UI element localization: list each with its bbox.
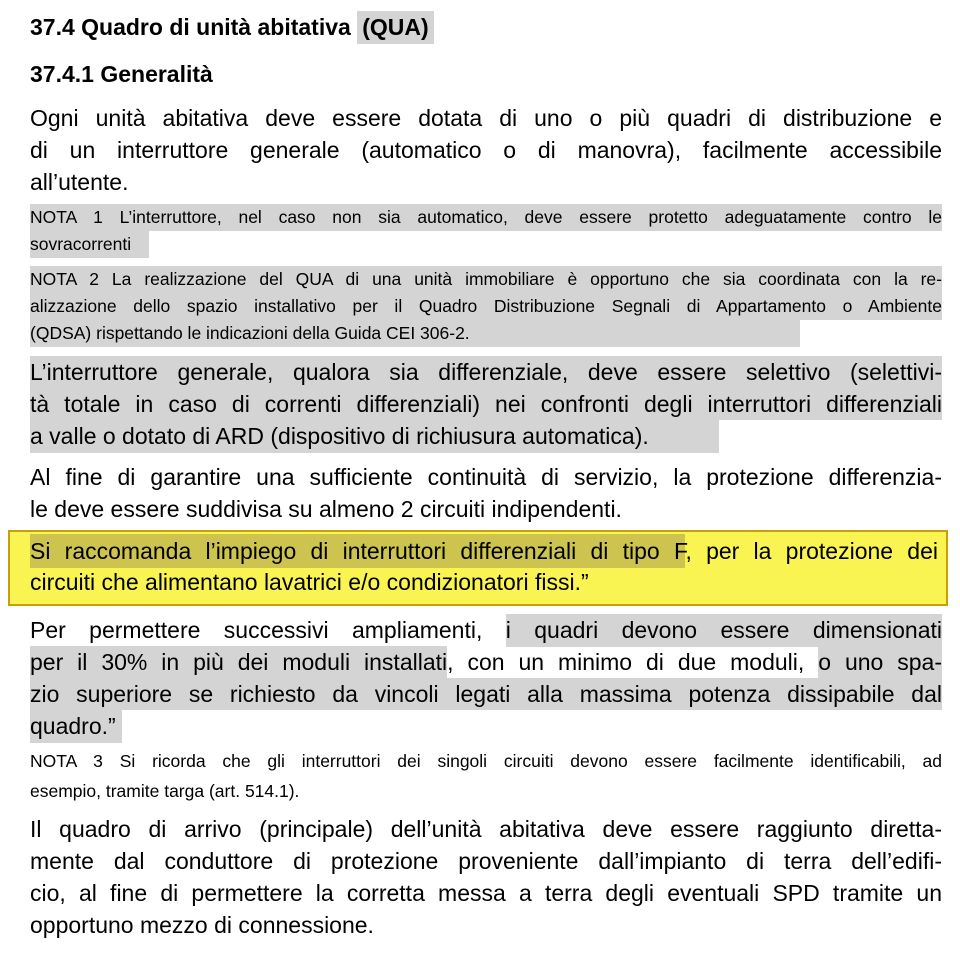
text-line: L’interruttore generale, qualora sia differenziale, deve essere selettivo (selettivi- (30, 356, 942, 388)
plain-text: Per permettere successivi ampliamenti, (30, 617, 506, 643)
text-line: di un interruttore generale (automatico o di manovra), facilmente accessibile (30, 137, 942, 163)
qua-gray-highlight: (QUA) (357, 11, 433, 44)
text-line: tà totale in caso di correnti differenziali) nei confronti degli interruttori differenziali (30, 388, 942, 420)
gray-highlight: a valle o dotato di ARD (dispositivo di richiusura automatica). (30, 420, 719, 453)
subsection-heading: 37.4.1 Generalità (30, 61, 213, 87)
text-line: NOTA 1 L’interruttore, nel caso non sia automatico, deve essere protetto adeguatamente contro le (30, 204, 942, 231)
text-line: NOTA 3 Si ricorda che gli interruttori dei singoli circuiti devono essere facilmente identificabili, ad (30, 751, 942, 771)
text-line (30, 320, 942, 347)
text-line: circuiti che alimentano lavatrici e/o condizionatori fissi.” (30, 569, 589, 595)
gray-highlight: sovracorrenti (30, 231, 149, 258)
text-line (30, 231, 942, 258)
plain-text: , con un minimo di due moduli, (447, 649, 819, 675)
text-line: opportuno mezzo di connessione. (30, 912, 374, 938)
gray-highlight: quadro.” (30, 710, 122, 743)
text-line: NOTA 2 La realizzazione del QUA di una unità immobiliare è opportuno che sia coordinata con la re- (30, 266, 942, 293)
note-1 (30, 204, 942, 258)
paragraph-ampliamenti (30, 614, 942, 742)
paragraph-interruttore-generale (30, 356, 942, 452)
text-line: alizzazione dello spazio installativo per il Quadro Distribuzione Segnali di Appartamento o Ambiente (30, 293, 942, 320)
text-line: Al fine di garantire una sufficiente continuità di servizio, la protezione differenzia- (30, 464, 942, 490)
note-2 (30, 266, 942, 347)
text-line: le deve essere suddivisa su almeno 2 circuiti indipendenti. (30, 496, 622, 522)
text-line (30, 710, 942, 742)
paragraph-continuita-servizio (30, 461, 942, 525)
paragraph-quadri-distribuzione (30, 102, 942, 198)
text-line (30, 420, 942, 452)
text-line: zio superiore se richiesto da vincoli legati alla massima potenza dissipabile dal (30, 678, 942, 710)
text-line: esempio, tramite targa (art. 514.1). (30, 781, 300, 801)
section-heading-text: 37.4 Quadro di unità abitativa (30, 14, 358, 40)
yellow-text: , per la protezione dei (685, 538, 938, 564)
gray-highlight: per il 30% in più dei moduli installati (30, 646, 447, 679)
text-line: mente dal conduttore di protezione proveniente dall’impianto di terra dell’edifi- (30, 848, 942, 874)
note-3 (30, 746, 942, 806)
section-heading (30, 12, 942, 42)
text-line (30, 614, 942, 646)
gray-highlight: i quadri devono essere dimensionati (506, 614, 942, 647)
text-line: Il quadro di arrivo (principale) dell’unità abitativa deve essere raggiunto diretta- (30, 816, 942, 842)
paragraph-quadro-arrivo (30, 813, 942, 941)
text-line: Ogni unità abitativa deve essere dotata di uno o più quadri di distribuzione e (30, 105, 942, 131)
text-line: all’utente. (30, 169, 129, 195)
yellow-highlight-box (8, 530, 948, 606)
text-line (30, 646, 942, 678)
text-line: cio, al fine di permettere la corretta messa a terra degli eventuali SPD tramite un (30, 880, 942, 906)
olive-highlight: Si raccomanda l’impiego di interruttori differenziali di tipo F (30, 534, 685, 568)
gray-highlight: (QDSA) rispettando le indicazioni della Guida CEI 306-2. (30, 320, 800, 347)
text-line (30, 536, 938, 567)
gray-highlight: o uno spa- (818, 646, 942, 679)
